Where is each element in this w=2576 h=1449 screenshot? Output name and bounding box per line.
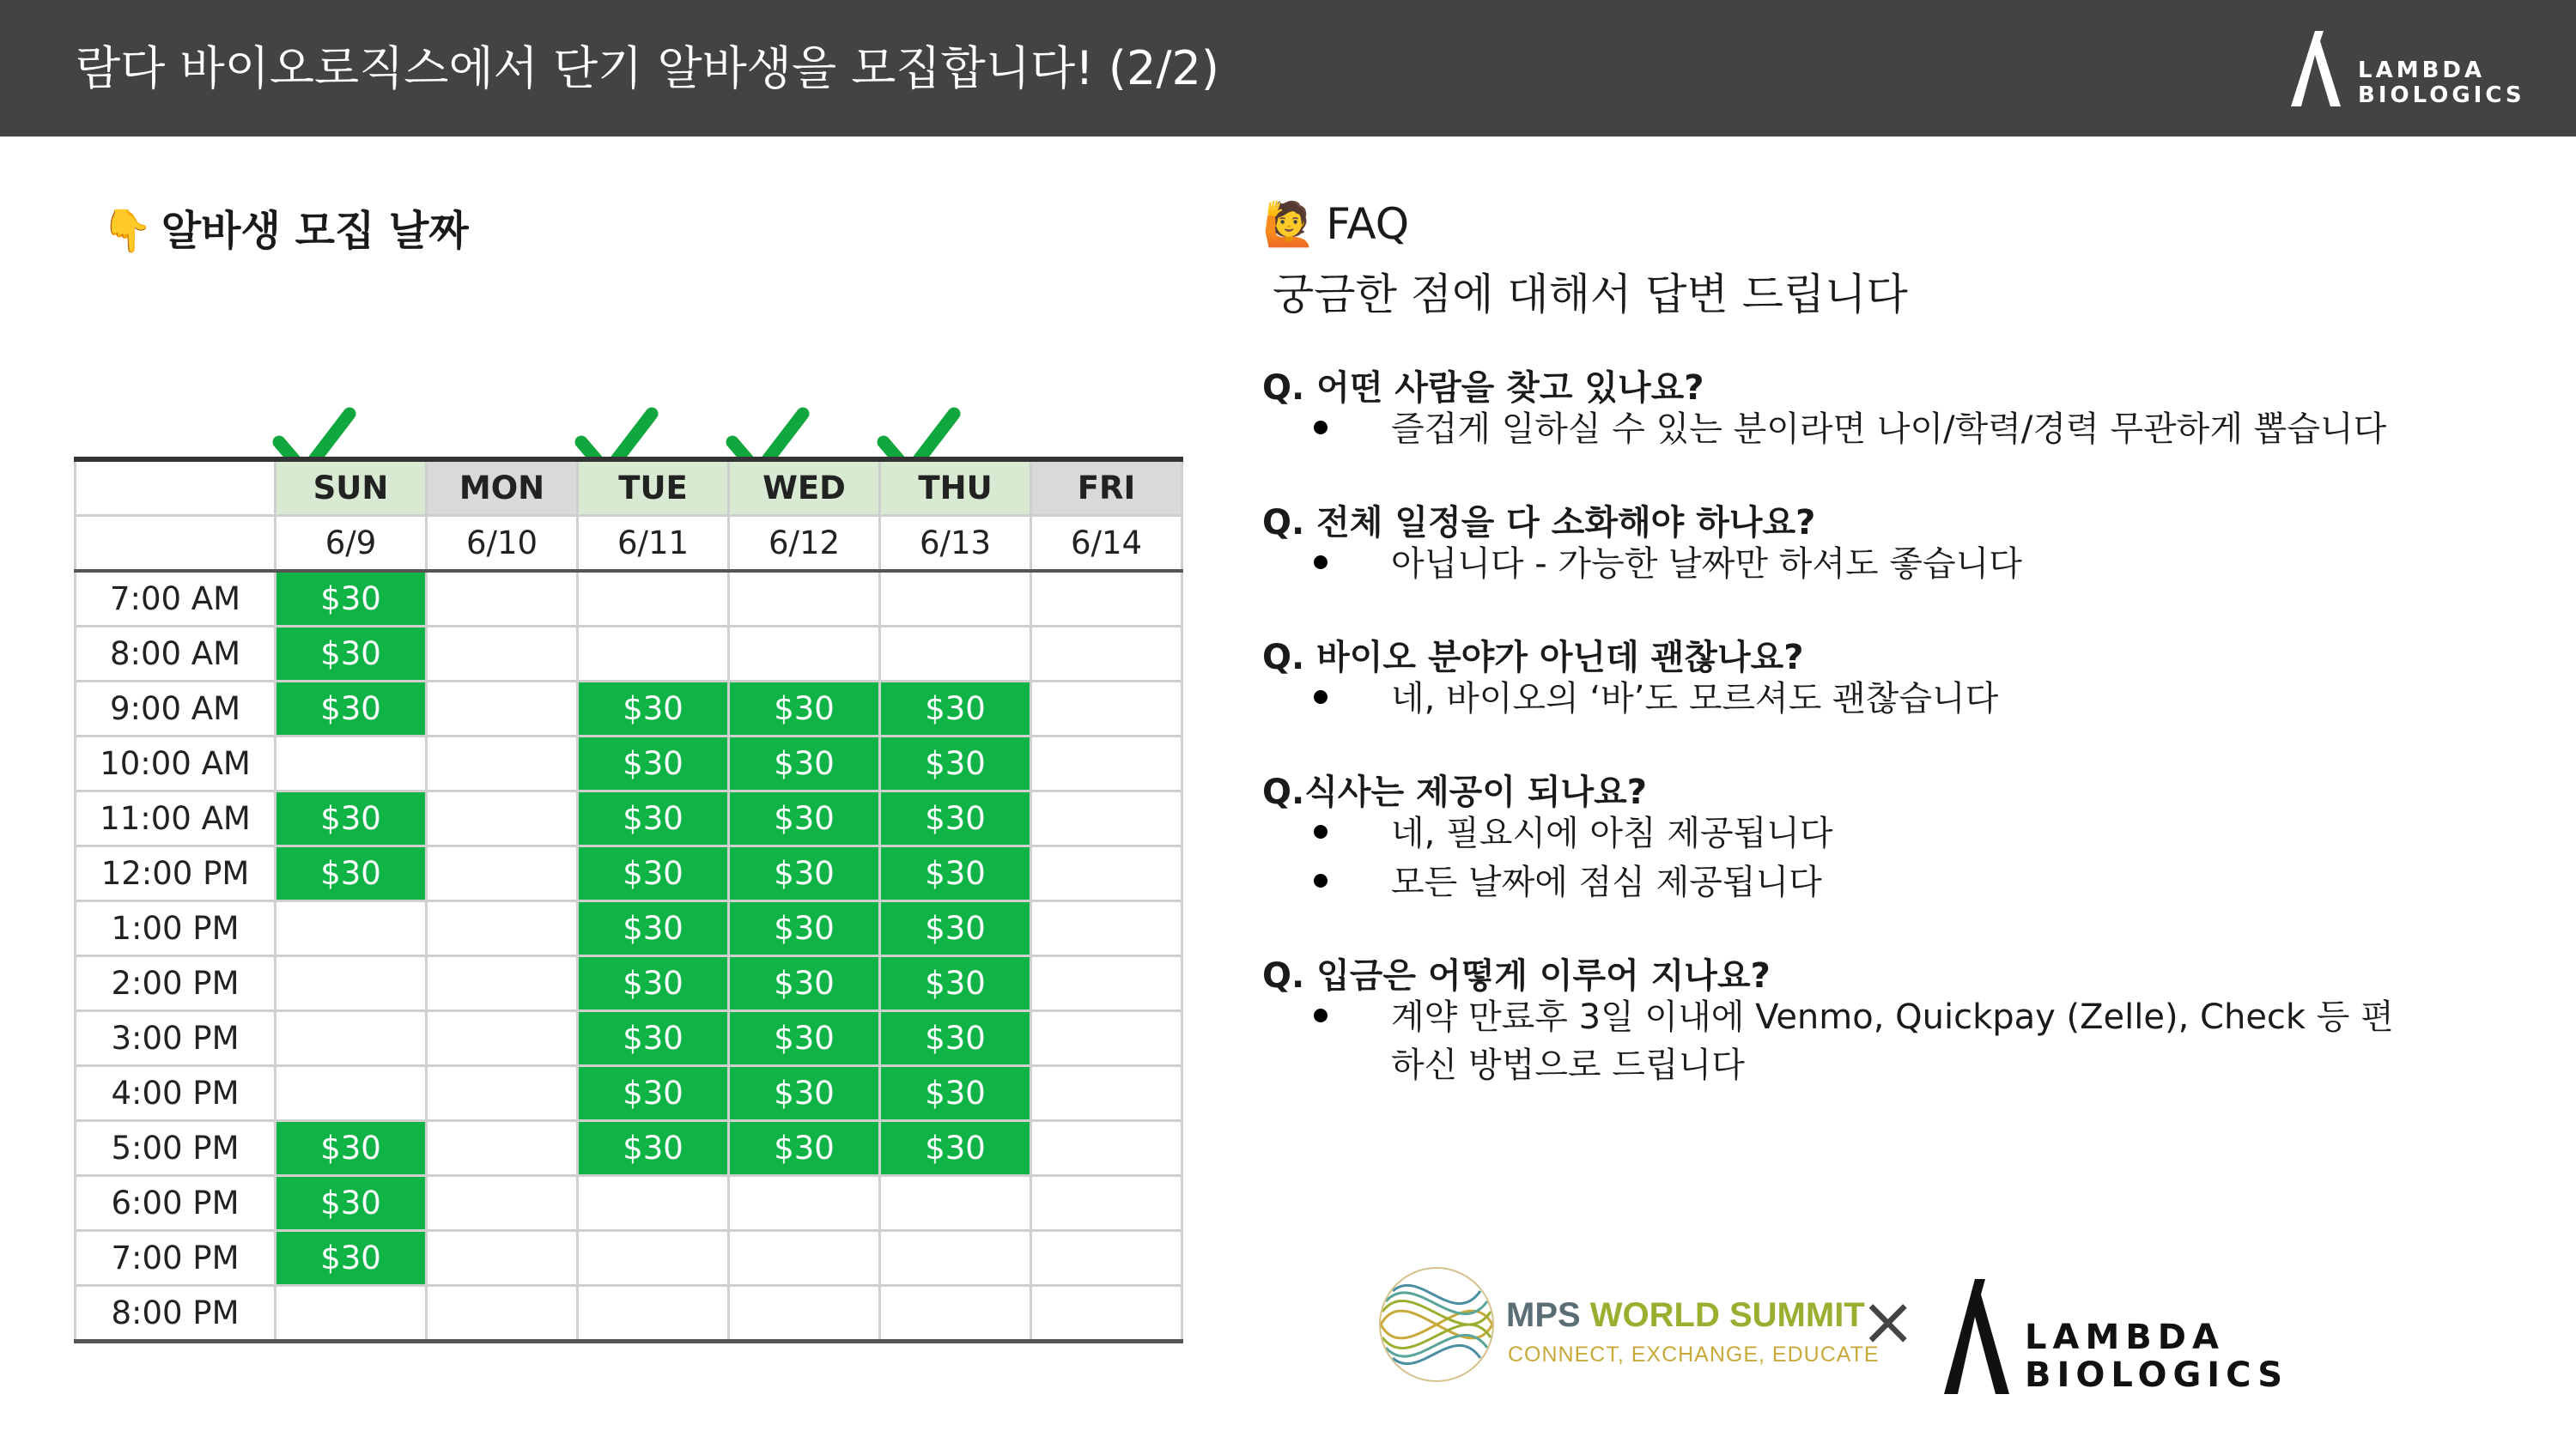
pay-cell: $30: [729, 956, 880, 1011]
pay-cell: $30: [880, 956, 1031, 1011]
time-slot-row: [76, 956, 1182, 1011]
lambda-icon: [1942, 1277, 2014, 1397]
pay-cell: $30: [880, 901, 1031, 956]
empty-cell: [1031, 1121, 1182, 1176]
empty-cell: [729, 571, 880, 627]
pay-cell: $30: [729, 846, 880, 901]
faq-answer-text: 네, 바이오의 ‘바’도 모르셔도 괜찮습니다: [1391, 679, 1999, 718]
time-label: 6:00 PM: [76, 1176, 276, 1231]
empty-cell: [1031, 901, 1182, 956]
corner-cell: [76, 459, 276, 516]
pay-cell: $30: [578, 956, 729, 1011]
empty-cell: [1031, 737, 1182, 791]
empty-cell: [427, 846, 578, 901]
schedule-heading-text: 알바생 모집 날짜: [161, 207, 469, 255]
empty-cell: [276, 956, 427, 1011]
empty-cell: [276, 737, 427, 791]
date-cell: 6/9: [276, 516, 427, 572]
faq-answer-text: 네, 필요시에 아침 제공됩니다: [1391, 814, 1833, 853]
empty-cell: [1031, 682, 1182, 737]
empty-cell: [880, 1231, 1031, 1286]
mps-title: [1506, 1296, 1865, 1335]
pay-cell: $30: [880, 846, 1031, 901]
time-slot-row: [76, 791, 1182, 846]
collaboration-separator: ×: [1860, 1283, 1917, 1361]
empty-cell: [276, 1066, 427, 1121]
empty-cell: [578, 1231, 729, 1286]
pay-cell: $30: [578, 1011, 729, 1066]
empty-cell: [276, 1011, 427, 1066]
time-label: 8:00 PM: [76, 1286, 276, 1342]
empty-cell: [1031, 1231, 1182, 1286]
faq-question: Q. 어떤 사람을 찾고 있나요?: [1262, 368, 1704, 408]
faq-answer-text: 계약 만료후 3일 이내에 Venmo, Quickpay (Zelle), Check 등 편하신 방법으로 드립니다: [1391, 997, 2394, 1085]
mps-tagline: CONNECT, EXCHANGE, EDUCATE: [1508, 1343, 1880, 1367]
time-label: 8:00 AM: [76, 627, 276, 682]
pay-cell: $30: [276, 627, 427, 682]
empty-cell: [1031, 956, 1182, 1011]
empty-cell: [1031, 791, 1182, 846]
faq-answer: [1262, 993, 2396, 1096]
empty-cell: [578, 627, 729, 682]
empty-cell: [880, 571, 1031, 627]
pay-cell: $30: [729, 901, 880, 956]
empty-cell: [578, 1176, 729, 1231]
time-slot-row: [76, 1121, 1182, 1176]
pay-cell: $30: [578, 901, 729, 956]
time-slot-row: [76, 682, 1182, 737]
lambda-logo-footer: [1942, 1277, 2289, 1397]
empty-cell: [1031, 846, 1182, 901]
schedule-heading: [101, 197, 469, 257]
faq-question: Q. 바이오 분야가 아닌데 괜찮나요?: [1262, 638, 1804, 677]
pay-cell: $30: [276, 1231, 427, 1286]
brand-line-1: LAMBDA: [2358, 58, 2486, 83]
pay-cell: $30: [578, 682, 729, 737]
schedule-body: [76, 571, 1182, 1342]
time-label: 9:00 AM: [76, 682, 276, 737]
day-header: WED: [729, 459, 880, 516]
empty-cell: [427, 1066, 578, 1121]
empty-cell: [729, 1286, 880, 1342]
date-cell: 6/13: [880, 516, 1031, 572]
time-slot-row: [76, 901, 1182, 956]
pay-cell: $30: [729, 737, 880, 791]
empty-cell: [427, 1011, 578, 1066]
pay-cell: $30: [729, 1066, 880, 1121]
time-slot-row: [76, 1231, 1182, 1286]
empty-cell: [880, 627, 1031, 682]
time-label: 7:00 AM: [76, 571, 276, 627]
empty-cell: [880, 1286, 1031, 1342]
pay-cell: $30: [729, 1011, 880, 1066]
time-label: 2:00 PM: [76, 956, 276, 1011]
faq-answer-text: 즐겁게 일하실 수 있는 분이라면 나이/학력/경력 무관하게 뽑습니다: [1391, 409, 2387, 449]
day-header: TUE: [578, 459, 729, 516]
day-header-row: [76, 459, 1182, 516]
lambda-wordmark: [2358, 58, 2525, 108]
empty-cell: [427, 791, 578, 846]
time-label: 11:00 AM: [76, 791, 276, 846]
day-header: MON: [427, 459, 578, 516]
time-label: 3:00 PM: [76, 1011, 276, 1066]
pay-cell: $30: [276, 682, 427, 737]
empty-cell: [427, 956, 578, 1011]
time-label: 1:00 PM: [76, 901, 276, 956]
empty-cell: [427, 1121, 578, 1176]
brand-line-2: BIOLOGICS: [2358, 82, 2525, 108]
empty-cell: [578, 1286, 729, 1342]
empty-cell: [427, 1176, 578, 1231]
faq-answer-text: 아닙니다 - 가능한 날짜만 하셔도 좋습니다: [1391, 544, 2022, 584]
empty-cell: [729, 1176, 880, 1231]
empty-cell: [276, 1286, 427, 1342]
faq-title: [1262, 199, 2533, 250]
time-label: 12:00 PM: [76, 846, 276, 901]
date-cell: 6/11: [578, 516, 729, 572]
day-header: THU: [880, 459, 1031, 516]
lambda-icon: [2289, 29, 2349, 108]
date-row: [76, 516, 1182, 572]
empty-cell: [427, 901, 578, 956]
bullet-icon: [1314, 555, 1327, 569]
faq-title-text: FAQ: [1326, 199, 1410, 249]
empty-cell: [729, 1231, 880, 1286]
time-label: 4:00 PM: [76, 1066, 276, 1121]
pay-cell: $30: [729, 791, 880, 846]
empty-cell: [427, 1231, 578, 1286]
empty-cell: [578, 571, 729, 627]
empty-cell: [1031, 1286, 1182, 1342]
title-bar: [0, 0, 2576, 136]
empty-cell: [427, 1286, 578, 1342]
pay-cell: $30: [729, 682, 880, 737]
faq-section: [1262, 199, 2533, 1085]
pay-cell: $30: [729, 1121, 880, 1176]
empty-cell: [1031, 627, 1182, 682]
faq-subtitle: 궁금한 점에 대해서 답변 드립니다: [1273, 270, 1908, 319]
schedule-table: [74, 457, 1183, 1343]
faq-question: Q. 전체 일정을 다 소화해야 하나요?: [1262, 503, 1816, 543]
date-cell: 6/14: [1031, 516, 1182, 572]
faq-question: Q. 입금은 어떻게 이루어 지나요?: [1262, 956, 1771, 996]
pay-cell: $30: [578, 846, 729, 901]
time-slot-row: [76, 1066, 1182, 1121]
pay-cell: $30: [276, 571, 427, 627]
empty-cell: [729, 627, 880, 682]
mps-title-a: MPS: [1506, 1296, 1590, 1334]
raising-hand-icon: 🙋: [1262, 199, 1316, 249]
empty-cell: [1031, 1176, 1182, 1231]
pay-cell: $30: [578, 791, 729, 846]
empty-cell: [427, 682, 578, 737]
pay-cell: $30: [880, 791, 1031, 846]
pay-cell: $30: [276, 791, 427, 846]
time-slot-row: [76, 846, 1182, 901]
empty-cell: [427, 571, 578, 627]
pointing-down-icon: 👇: [101, 207, 153, 255]
lambda-wordmark: [2025, 1319, 2288, 1394]
mps-world-summit-logo: [1372, 1260, 1880, 1397]
bullet-icon: [1314, 421, 1327, 434]
pay-cell: $30: [578, 737, 729, 791]
pay-cell: $30: [578, 1121, 729, 1176]
time-slot-row: [76, 1176, 1182, 1231]
empty-cell: [1031, 1011, 1182, 1066]
corner-cell: [76, 516, 276, 572]
bullet-icon: [1314, 1009, 1327, 1022]
empty-cell: [427, 627, 578, 682]
pay-cell: $30: [880, 1066, 1031, 1121]
pay-cell: $30: [276, 1121, 427, 1176]
page-title: 람다 바이오로직스에서 단기 알바생을 모집합니다! (2/2): [76, 41, 1219, 95]
time-slot-row: [76, 1011, 1182, 1066]
day-header: SUN: [276, 459, 427, 516]
date-cell: 6/10: [427, 516, 578, 572]
empty-cell: [276, 901, 427, 956]
time-slot-row: [76, 571, 1182, 627]
time-label: 7:00 PM: [76, 1231, 276, 1286]
pay-cell: $30: [880, 1121, 1031, 1176]
pay-cell: $30: [880, 1011, 1031, 1066]
brand-line-1: LAMBDA: [2025, 1318, 2225, 1357]
day-header: FRI: [1031, 459, 1182, 516]
lambda-logo-header: [2289, 29, 2525, 108]
mps-title-b: WORLD SUMMIT: [1589, 1296, 1865, 1334]
mps-globe-icon: [1372, 1260, 1501, 1389]
time-slot-row: [76, 1286, 1182, 1342]
empty-cell: [1031, 571, 1182, 627]
time-slot-row: [76, 627, 1182, 682]
empty-cell: [1031, 1066, 1182, 1121]
faq-answer-text: 모든 날짜에 점심 제공됩니다: [1391, 863, 1822, 902]
bullet-icon: [1314, 874, 1327, 888]
time-label: 5:00 PM: [76, 1121, 276, 1176]
date-cell: 6/12: [729, 516, 880, 572]
time-label: 10:00 AM: [76, 737, 276, 791]
faq-question: Q.식사는 제공이 되나요?: [1262, 773, 1648, 812]
pay-cell: $30: [276, 1176, 427, 1231]
time-slot-row: [76, 737, 1182, 791]
pay-cell: $30: [276, 846, 427, 901]
empty-cell: [427, 737, 578, 791]
bullet-icon: [1314, 690, 1327, 704]
pay-cell: $30: [880, 682, 1031, 737]
empty-cell: [880, 1176, 1031, 1231]
pay-cell: $30: [578, 1066, 729, 1121]
bullet-icon: [1314, 825, 1327, 839]
pay-cell: $30: [880, 737, 1031, 791]
brand-line-2: BIOLOGICS: [2025, 1355, 2289, 1395]
